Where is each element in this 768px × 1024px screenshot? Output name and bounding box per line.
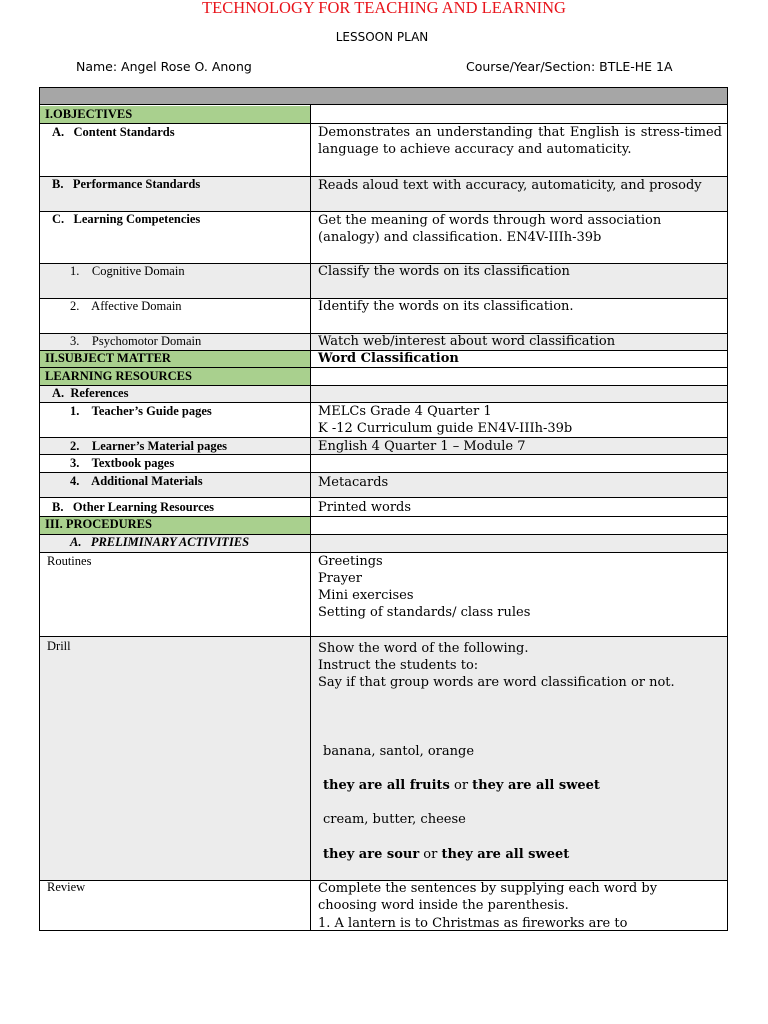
teachers-guide-label: 1. Teacher’s Guide pages — [70, 404, 212, 418]
additional-materials-value: Metacards — [318, 475, 389, 490]
procedures-heading: III. PROCEDURES — [45, 517, 152, 531]
content-standards-label: A. Content Standards — [52, 125, 175, 139]
content-standards-value: Demonstrates an understanding that English is stress-timed language to achieve accuracy and automaticity. — [318, 125, 722, 157]
routines-label: Routines — [47, 554, 92, 568]
cognitive-domain-value: Classify the words on its classification — [318, 264, 570, 279]
affective-domain-value: Identify the words on its classification. — [318, 299, 574, 314]
psychomotor-domain-value: Watch web/interest about word classification — [318, 334, 616, 349]
lesson-plan-table — [39, 87, 728, 931]
learning-resources-heading: LEARNING RESOURCES — [45, 369, 192, 383]
psychomotor-domain-label: 3. Psychomotor Domain — [70, 334, 202, 348]
list-item: Mini exercises — [318, 588, 414, 603]
routines-list — [318, 553, 530, 621]
list-item: Prayer — [318, 571, 362, 586]
review-item-1: 1. A lantern is to Christmas as fireworks are to — [318, 916, 628, 931]
other-resources-value: Printed words — [318, 500, 412, 515]
preliminary-activities-label: A. PRELIMINARY ACTIVITIES — [70, 535, 250, 549]
learning-competencies-value: Get the meaning of words through word association (analogy) and classification. EN4V-IIIh-39b — [318, 213, 662, 245]
review-instruction: Complete the sentences by supplying each word by choosing word inside the parenthesis. — [318, 881, 658, 913]
list-item: Greetings — [318, 554, 383, 569]
drill-instruction-1: Show the word of the following. — [318, 641, 529, 656]
drill-instruction-3: Say if that group words are word classification or not. — [318, 675, 675, 690]
document-title: TECHNOLOGY FOR TEACHING AND LEARNING — [202, 0, 566, 17]
cognitive-domain-label: 1. Cognitive Domain — [70, 264, 185, 278]
drill-instruction-2: Instruct the students to: — [318, 658, 479, 673]
references-label: A. References — [52, 386, 129, 400]
student-name: Name: Angel Rose O. Anong — [76, 59, 252, 74]
learners-material-value: English 4 Quarter 1 – Module 7 — [318, 439, 526, 454]
performance-standards-label: B. Performance Standards — [52, 177, 201, 191]
other-resources-label: B. Other Learning Resources — [52, 500, 215, 514]
subject-matter-heading: II.SUBJECT MATTER — [45, 351, 171, 365]
learners-material-label: 2. Learner’s Material pages — [70, 439, 228, 453]
objectives-heading: I.OBJECTIVES — [45, 107, 133, 121]
drill-answer-1: they are all fruits or they are all sweet — [323, 778, 600, 793]
learning-competencies-label: C. Learning Competencies — [52, 212, 201, 226]
performance-standards-value: Reads aloud text with accuracy, automaticity, and prosody — [318, 178, 702, 193]
textbook-pages-label: 3. Textbook pages — [70, 456, 175, 470]
references-row-bg — [40, 385, 727, 402]
table-header-bar — [40, 88, 727, 105]
drill-word-group-2: cream, butter, cheese — [323, 812, 466, 827]
additional-materials-label: 4. Additional Materials — [70, 474, 203, 488]
drill-label: Drill — [47, 639, 71, 653]
drill-answer-2: they are sour or they are all sweet — [323, 847, 570, 862]
document-subtitle: LESSOON PLAN — [335, 30, 429, 44]
teachers-guide-value-1: MELCs Grade 4 Quarter 1 — [318, 404, 492, 419]
course-section: Course/Year/Section: BTLE-HE 1A — [466, 59, 673, 74]
drill-word-group-1: banana, santol, orange — [323, 744, 475, 759]
list-item: Setting of standards/ class rules — [318, 605, 531, 620]
review-label: Review — [47, 880, 86, 894]
affective-domain-label: 2. Affective Domain — [70, 299, 182, 313]
teachers-guide-value-2: K -12 Curriculum guide EN4V-IIIh-39b — [318, 421, 573, 436]
subject-matter-value: Word Classification — [318, 351, 459, 366]
